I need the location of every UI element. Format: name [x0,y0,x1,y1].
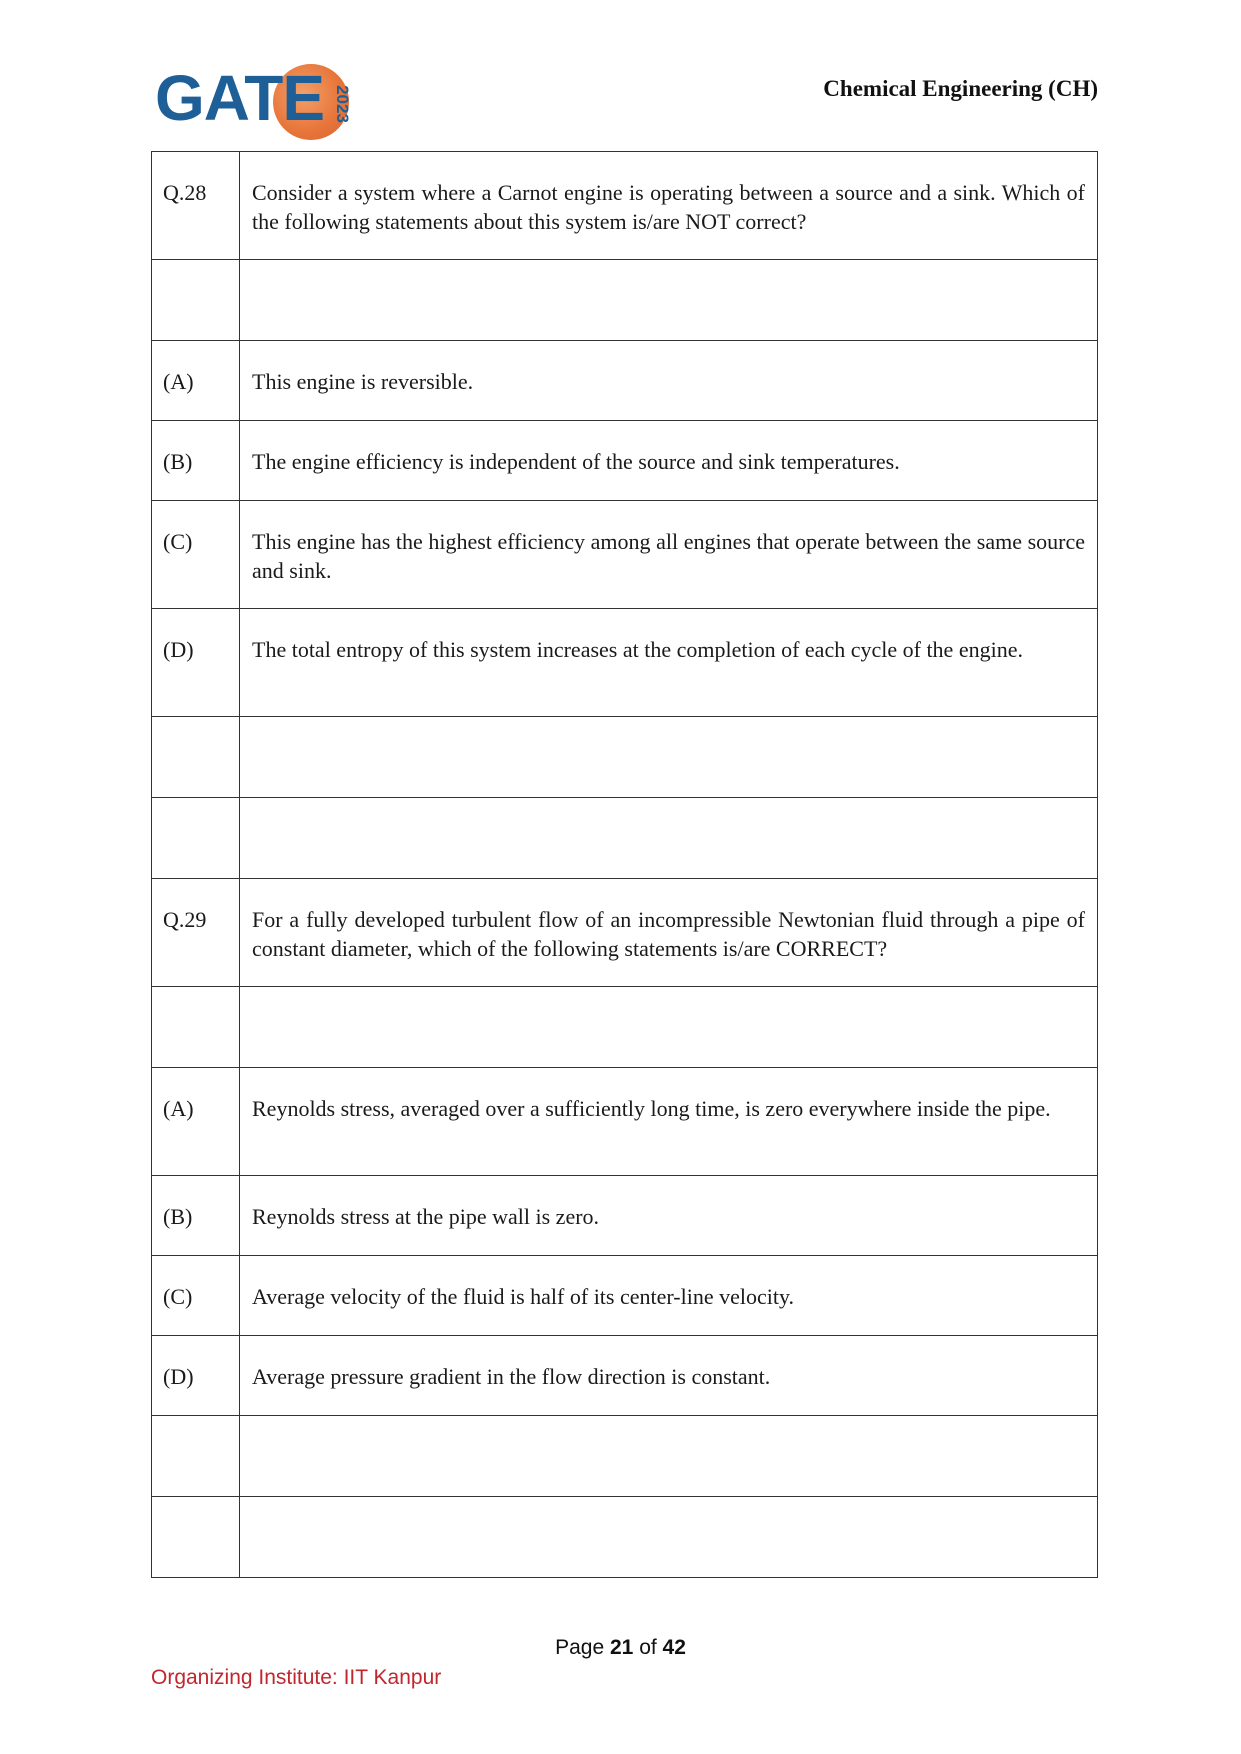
option-label: (B) [152,421,240,501]
option-label: (D) [152,609,240,717]
current-page: 21 [609,1636,634,1659]
logo-year: 2023 [333,85,353,123]
option-label: (C) [152,1256,240,1336]
option-row [152,421,1098,501]
option-label: (A) [152,341,240,421]
option-text: Average velocity of the fluid is half of its center-line velocity. [240,1256,1098,1336]
gate-2023-logo [155,60,360,140]
option-row [152,1176,1098,1256]
option-row [152,1336,1098,1416]
option-text: This engine is reversible. [240,341,1098,421]
option-label: (C) [152,501,240,609]
option-text: Average pressure gradient in the flow direction is constant. [240,1336,1098,1416]
page-number: Page 21 of 42 [555,1636,686,1659]
empty-row [152,987,1098,1068]
option-label: (A) [152,1068,240,1176]
option-label: (B) [152,1176,240,1256]
question-row [152,879,1098,987]
question-number: Q.29 [152,879,240,987]
option-label: (D) [152,1336,240,1416]
option-row [152,501,1098,609]
option-text: The engine efficiency is independent of the source and sink temperatures. [240,421,1098,501]
option-row [152,609,1098,717]
option-text: Reynolds stress, averaged over a sufficiently long time, is zero everywhere inside the pipe. [240,1068,1098,1176]
question-table [151,151,1098,1578]
question-text: Consider a system where a Carnot engine is operating between a source and a sink. Which of the following statements about this system is/are NOT correct? [240,152,1098,260]
option-text: This engine has the highest efficiency among all engines that operate between the same source and sink. [240,501,1098,609]
option-text: Reynolds stress at the pipe wall is zero. [240,1176,1098,1256]
option-row [152,341,1098,421]
question-text: For a fully developed turbulent flow of an incompressible Newtonian fluid through a pipe of constant diameter, which of the following statements is/are CORRECT? [240,879,1098,987]
empty-row [152,260,1098,341]
question-number: Q.28 [152,152,240,260]
empty-row [152,1497,1098,1578]
option-row [152,1068,1098,1176]
empty-row [152,798,1098,879]
logo-text: GATE [155,62,325,134]
organizing-institute: Organizing Institute: IIT Kanpur [151,1666,442,1689]
option-text: The total entropy of this system increases at the completion of each cycle of the engine. [240,609,1098,717]
question-row [152,152,1098,260]
empty-row [152,717,1098,798]
total-pages: 42 [662,1636,686,1659]
empty-row [152,1416,1098,1497]
subject-title: Chemical Engineering (CH) [823,76,1098,101]
option-row [152,1256,1098,1336]
